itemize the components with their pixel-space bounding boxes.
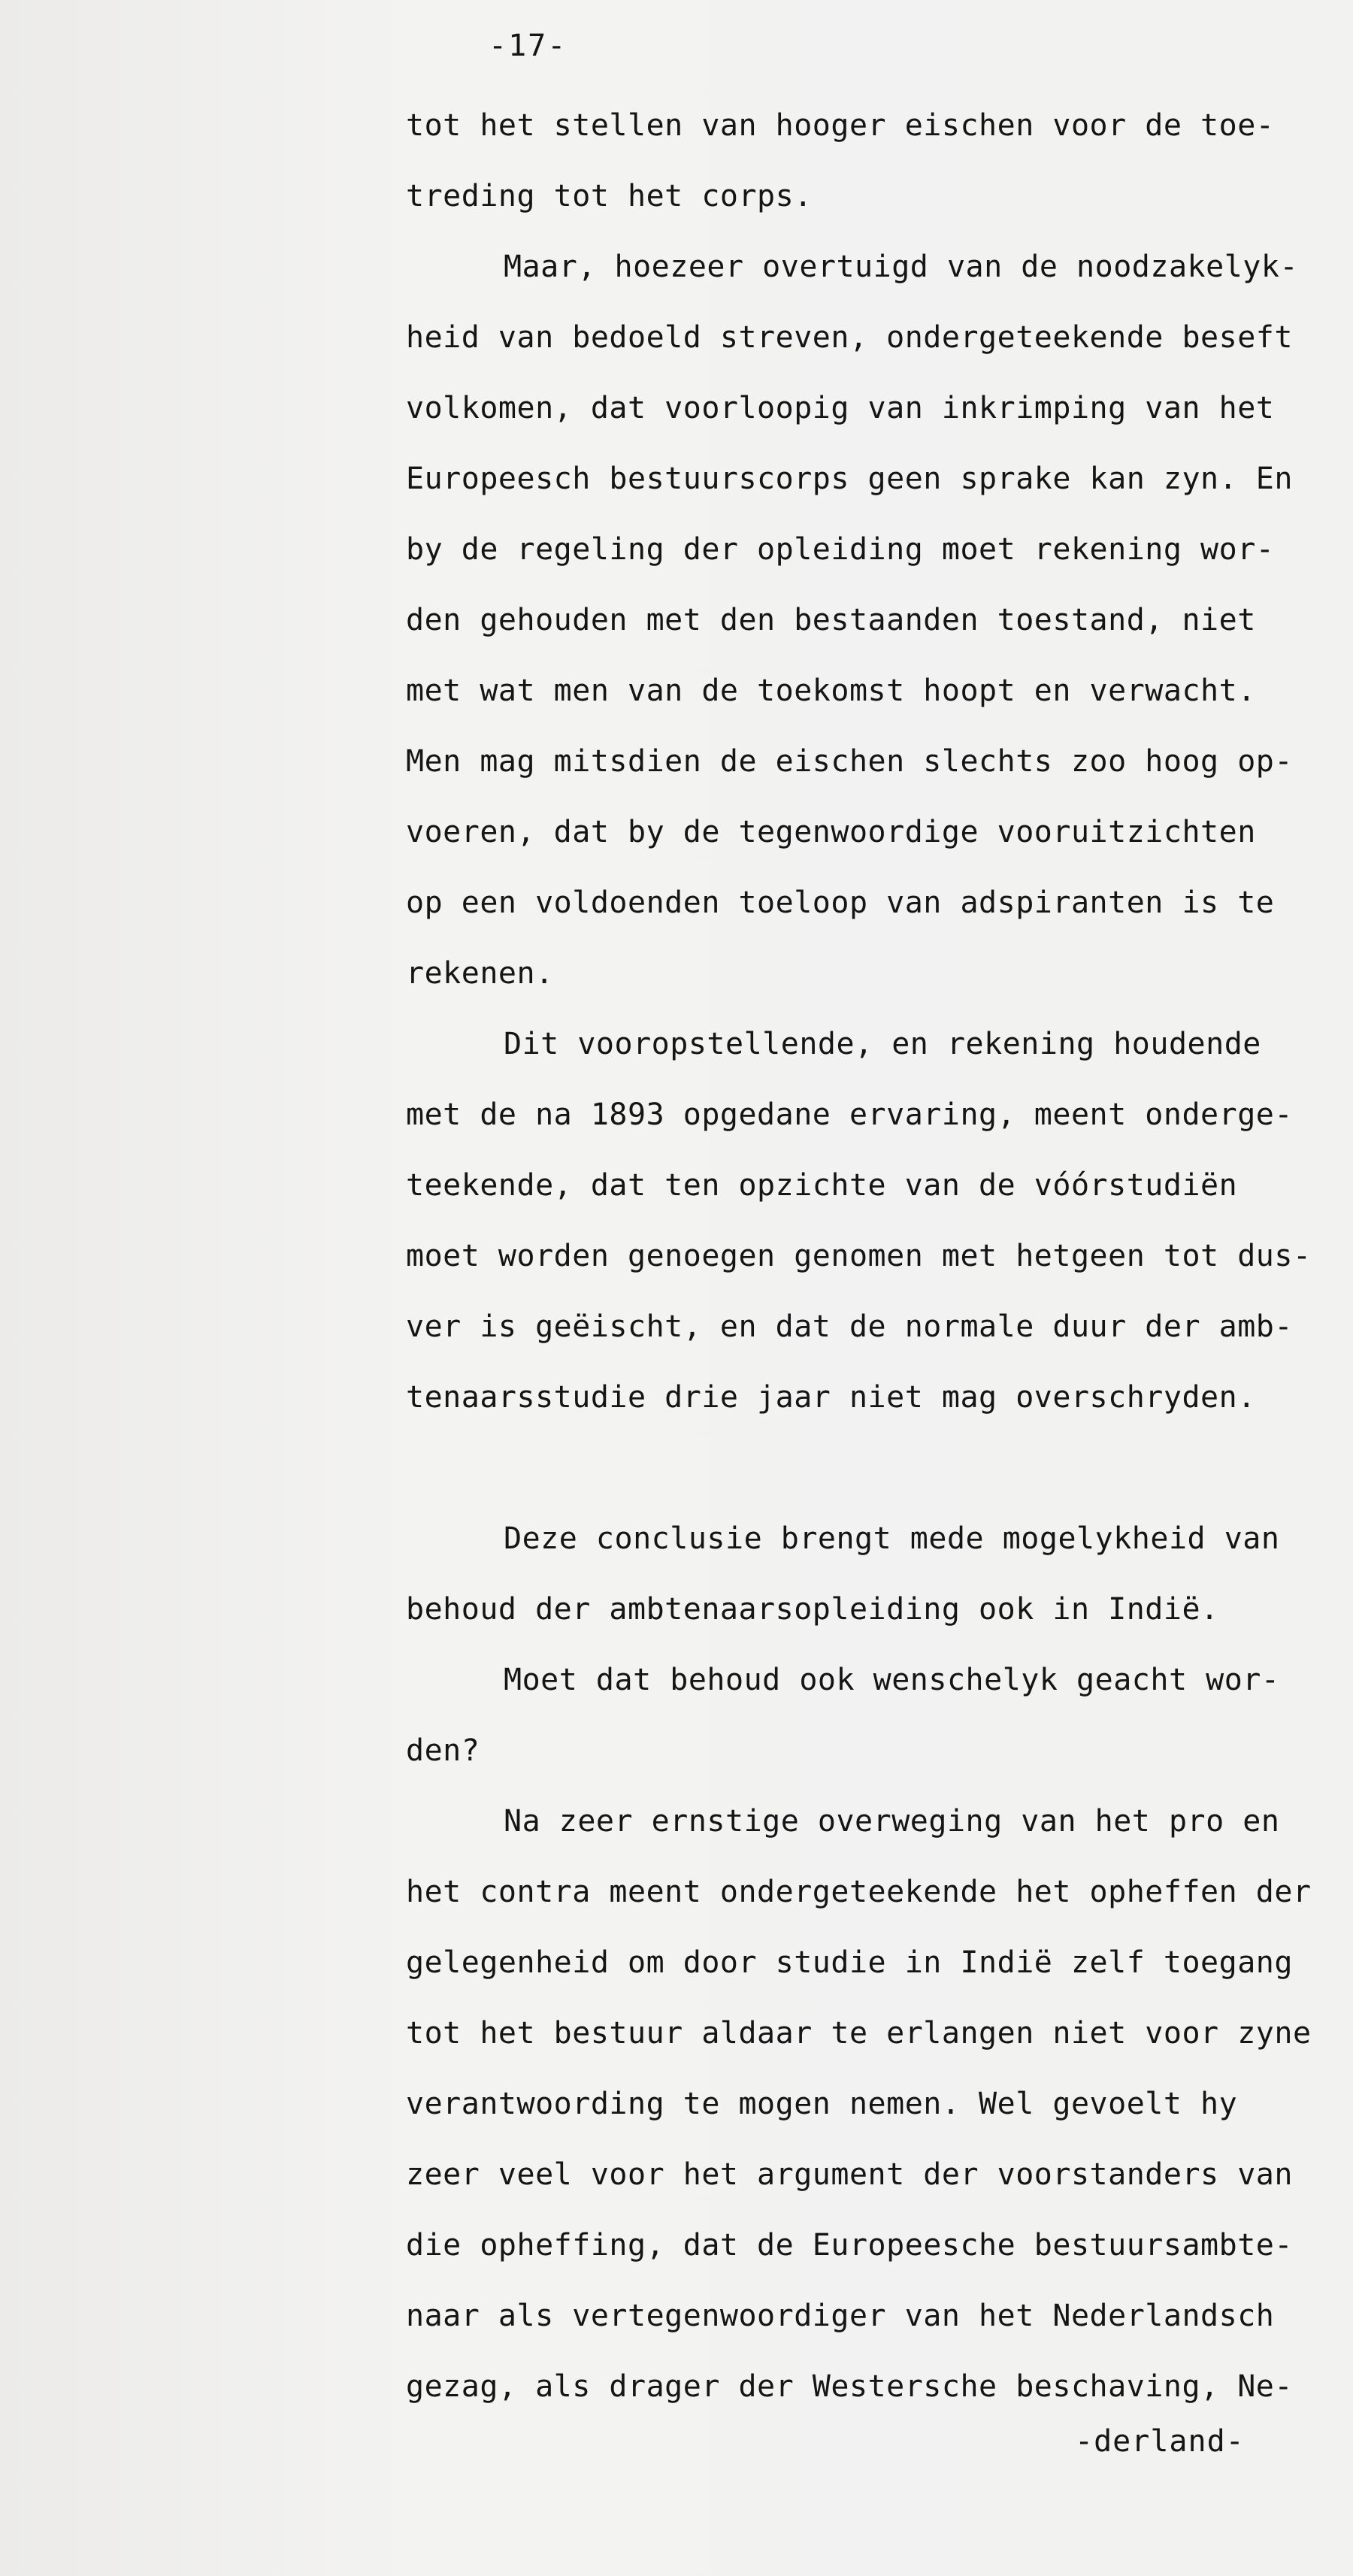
text-line: zeer veel voor het argument der voorstanders van [406, 2157, 1293, 2192]
text-line: moet worden genoegen genomen met hetgeen tot dus- [406, 1239, 1312, 1273]
page-number: -17- [489, 29, 568, 63]
text-line: Maar, hoezeer overtuigd van de noodzakelyk- [504, 250, 1299, 284]
text-line: heid van bedoeld streven, ondergeteekende beseft [406, 320, 1293, 355]
text-line: tenaarsstudie drie jaar niet mag overschryden. [406, 1380, 1256, 1415]
text-line: Men mag mitsdien de eischen slechts zoo hoog op- [406, 744, 1293, 779]
text-line: tot het stellen van hooger eischen voor de toe- [406, 108, 1275, 143]
text-line: die opheffing, dat de Europeesche bestuursambte- [406, 2228, 1293, 2263]
text-line: volkomen, dat voorloopig van inkrimping van het [406, 391, 1275, 425]
text-line: teekende, dat ten opzichte van de vóórstudiën [406, 1168, 1238, 1203]
text-line: by de regeling der opleiding moet rekening wor- [406, 532, 1275, 567]
text-line: naar als vertegenwoordiger van het Nederlandsch [406, 2299, 1275, 2333]
text-line: Moet dat behoud ook wenschelyk geacht wor- [504, 1663, 1280, 1697]
text-line: gezag, als drager der Westersche beschaving, Ne- [406, 2369, 1293, 2404]
text-line: verantwoording te mogen nemen. Wel gevoelt hy [406, 2087, 1238, 2121]
text-line: treding tot het corps. [406, 179, 813, 213]
text-line: rekenen. [406, 956, 554, 991]
text-line: den gehouden met den bestaanden toestand, niet [406, 603, 1256, 637]
body-text [406, 90, 1345, 2422]
paragraph-gap [406, 1433, 1345, 1503]
text-line: ver is geëischt, en dat de normale duur der amb- [406, 1309, 1293, 1344]
text-line: met wat men van de toekomst hoopt en verwacht. [406, 674, 1256, 708]
text-line: Dit vooropstellende, en rekening houdende [504, 1027, 1261, 1061]
text-line: Deze conclusie brengt mede mogelykheid van [504, 1521, 1280, 1556]
catchword: -derland- [1075, 2424, 1245, 2459]
text-line: voeren, dat by de tegenwoordige vooruitzichten [406, 815, 1256, 849]
text-line: met de na 1893 opgedane ervaring, meent onderge- [406, 1097, 1293, 1132]
text-line: tot het bestuur aldaar te erlangen niet voor zyne [406, 2016, 1312, 2051]
text-line: op een voldoenden toeloop van adspiranten is te [406, 885, 1275, 920]
text-line: het contra meent ondergeteekende het opheffen der [406, 1875, 1312, 1909]
text-line: gelegenheid om door studie in Indië zelf toegang [406, 1945, 1293, 1980]
text-line: Europeesch bestuurscorps geen sprake kan zyn. En [406, 462, 1293, 496]
text-line: Na zeer ernstige overweging van het pro en [504, 1804, 1280, 1839]
text-line: behoud der ambtenaarsopleiding ook in Indië. [406, 1592, 1219, 1627]
text-line: den? [406, 1733, 480, 1768]
